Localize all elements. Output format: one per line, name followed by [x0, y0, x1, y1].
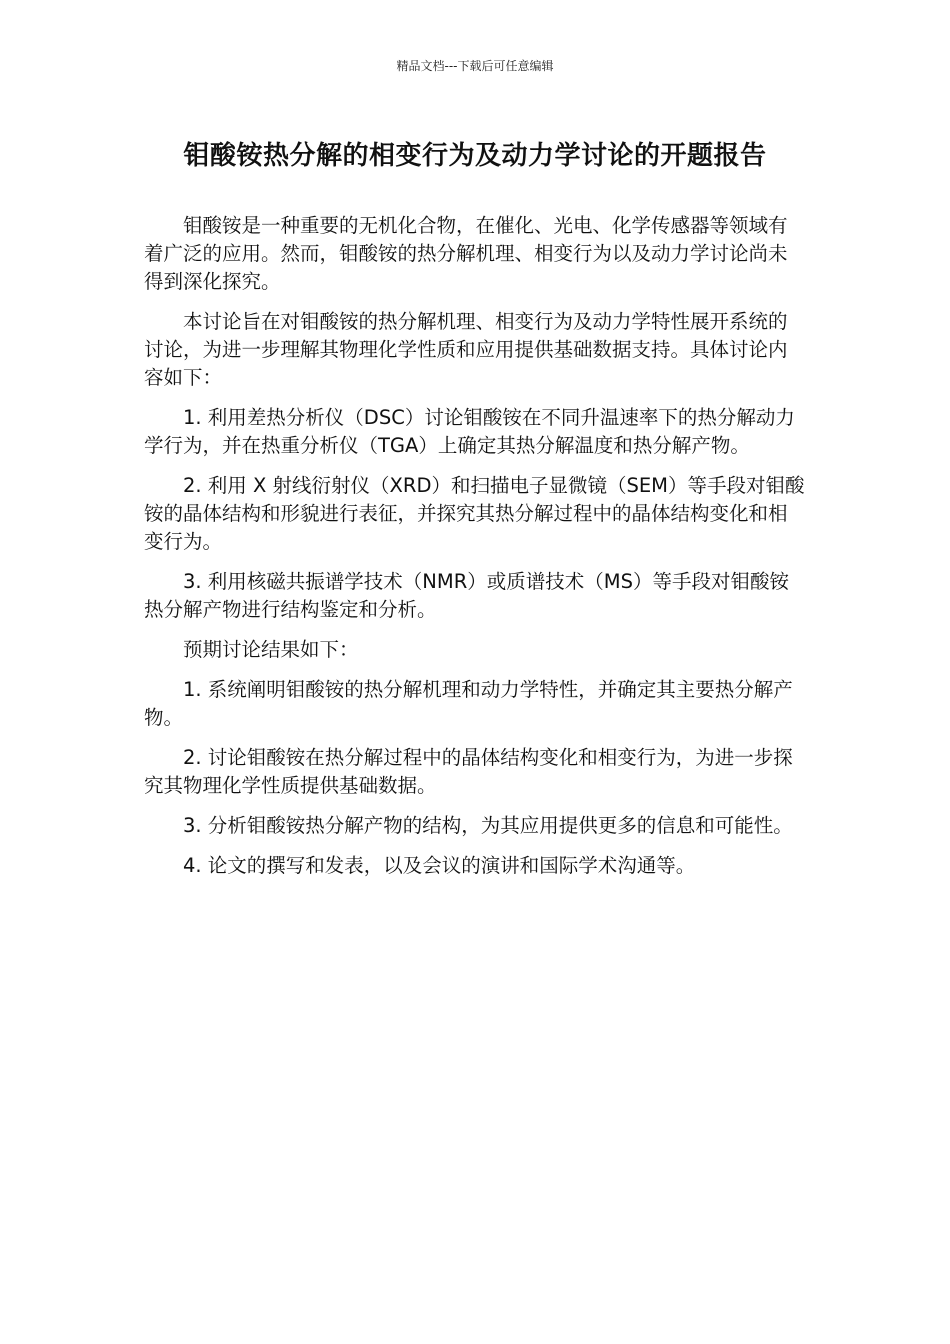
paragraph-intro: 钼酸铵是一种重要的无机化合物，在催化、光电、化学传感器等领域有着广泛的应用。然而，钼酸铵的热分解机理、相变行为以及动力学讨论尚未得到深化探究。: [144, 214, 788, 293]
paragraph-expected-item-1: 1. 系统阐明钼酸铵的热分解机理和动力学特性，并确定其主要热分解产物。: [144, 678, 793, 729]
paragraph-content-item-2: 2. 利用 X 射线衍射仪（XRD）和扫描电子显微镜（SEM）等手段对钼酸铵的晶体结构和形貌进行表征，并探究其热分解过程中的晶体结构变化和相变行为。: [144, 474, 805, 553]
page-header: 精品文档---下载后可任意编辑: [396, 59, 554, 73]
paragraph-content-item-3: 3. 利用核磁共振谱学技术（NMR）或质谱技术（MS）等手段对钼酸铵热分解产物进行结构鉴定和分析。: [144, 570, 789, 621]
paragraph-expected-item-4: 4. 论文的撰写和发表，以及会议的演讲和国际学术沟通等。: [183, 854, 696, 877]
paragraph-content-item-1: 1. 利用差热分析仪（DSC）讨论钼酸铵在不同升温速率下的热分解动力学行为，并在热重分析仪（TGA）上确定其热分解温度和热分解产物。: [144, 406, 795, 457]
paragraph-expected-item-2: 2. 讨论钼酸铵在热分解过程中的晶体结构变化和相变行为，为进一步探究其物理化学性质提供基础数据。: [144, 746, 793, 797]
paragraph-expected-item-3: 3. 分析钼酸铵热分解产物的结构，为其应用提供更多的信息和可能性。: [183, 814, 793, 837]
paragraph-expected-heading: 预期讨论结果如下：: [183, 638, 359, 661]
document-body: [144, 212, 806, 892]
document-title: 钼酸铵热分解的相变行为及动力学讨论的开题报告: [183, 141, 767, 171]
paragraph-purpose: 本讨论旨在对钼酸铵的热分解机理、相变行为及动力学特性展开系统的讨论，为进一步理解其物理化学性质和应用提供基础数据支持。具体讨论内容如下：: [144, 310, 788, 389]
